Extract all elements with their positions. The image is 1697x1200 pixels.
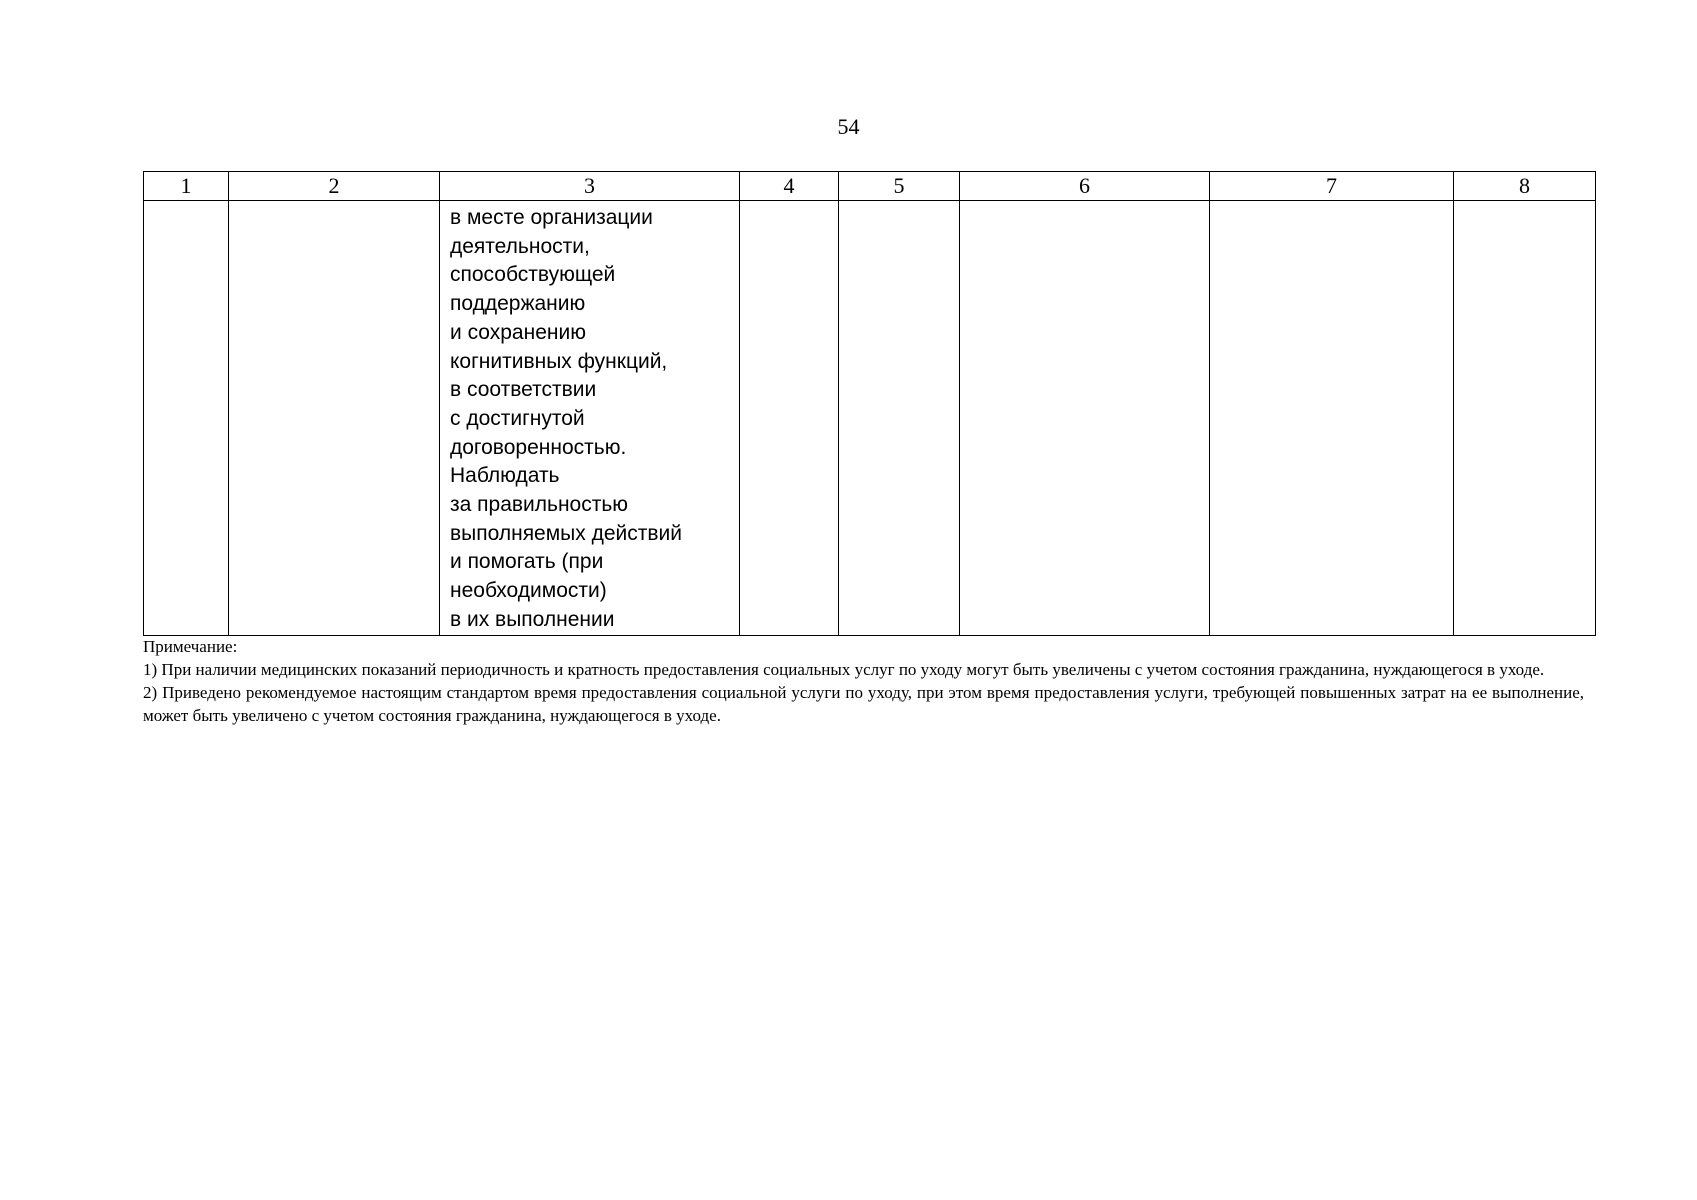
table-cell-col4 bbox=[740, 201, 839, 636]
table-cell-col7 bbox=[1210, 201, 1454, 636]
service-description-text bbox=[440, 201, 739, 635]
description-line: в соответствии bbox=[450, 378, 597, 402]
table-row bbox=[144, 201, 1596, 636]
description-line: договоренностью. bbox=[450, 435, 627, 459]
description-line: деятельности, bbox=[450, 234, 590, 258]
description-line: выполняемых действий bbox=[450, 521, 683, 545]
note-item-2: 2) Приведено рекомендуемое настоящим стандартом время предоставления социальной услуги по уходу, при этом время предоставления услуги, требующей повышенных затрат на ее выполнение, может быть увеличено с учетом состояния гражданина, нуждающегося в уходе. bbox=[143, 683, 1584, 725]
column-header-2: 2 bbox=[229, 172, 440, 201]
standard-table bbox=[143, 171, 1596, 636]
page-number: 54 bbox=[837, 114, 860, 139]
description-line: и помогать (при bbox=[450, 550, 604, 574]
column-header-8: 8 bbox=[1454, 172, 1596, 201]
description-line: Наблюдать bbox=[450, 464, 560, 488]
column-header-1: 1 bbox=[144, 172, 229, 201]
table-cell-col2 bbox=[229, 201, 440, 636]
column-header-6: 6 bbox=[960, 172, 1210, 201]
description-line: в месте организации bbox=[450, 206, 653, 229]
notes-section bbox=[143, 635, 1584, 727]
description-line: способствующей bbox=[450, 263, 616, 287]
column-header-4: 4 bbox=[740, 172, 839, 201]
table-cell-col1 bbox=[144, 201, 229, 636]
description-line: и сохранению bbox=[450, 320, 586, 344]
table-cell-col3 bbox=[440, 201, 740, 636]
column-header-7: 7 bbox=[1210, 172, 1454, 201]
table-cell-col8 bbox=[1454, 201, 1596, 636]
column-header-5: 5 bbox=[839, 172, 960, 201]
table-cell-col6 bbox=[960, 201, 1210, 636]
description-line: когнитивных функций, bbox=[450, 349, 668, 373]
table-header-row bbox=[144, 172, 1596, 201]
notes-heading: Примечание: bbox=[143, 637, 238, 656]
note-item-1: 1) При наличии медицинских показаний периодичность и кратность предоставления социальных услуг по уходу могут быть увеличены с учетом состояния гражданина, нуждающегося в уходе. bbox=[143, 660, 1545, 679]
description-line: необходимости) bbox=[450, 579, 607, 603]
description-line: за правильностью bbox=[450, 493, 629, 517]
description-line: поддержанию bbox=[450, 292, 586, 316]
table-cell-col5 bbox=[839, 201, 960, 636]
column-header-3: 3 bbox=[440, 172, 740, 201]
description-line: с достигнутой bbox=[450, 406, 585, 430]
description-line: в их выполнении bbox=[450, 607, 615, 631]
